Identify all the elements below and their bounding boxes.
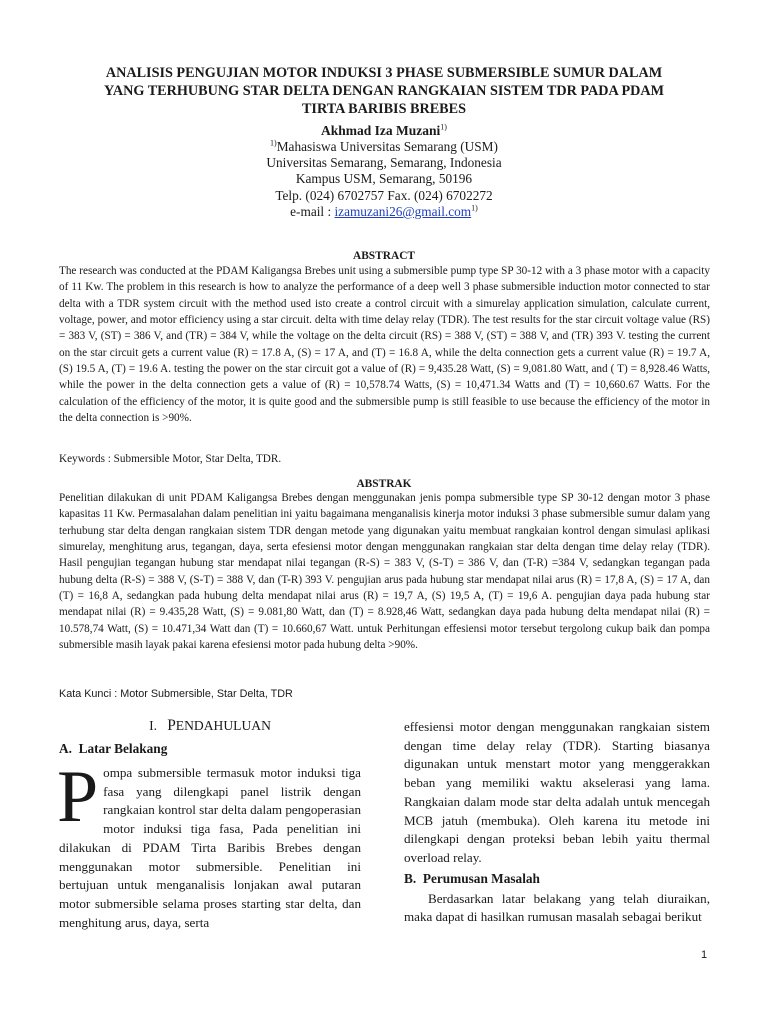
email-prefix: e-mail : bbox=[290, 203, 335, 219]
paragraph-latar-belakang bbox=[57, 756, 361, 932]
abstract-keywords: Keywords : Submersible Motor, Star Delta, TDR. bbox=[59, 453, 282, 465]
author-sup: 1) bbox=[440, 122, 447, 132]
author-name: Akhmad Iza Muzani bbox=[321, 123, 441, 138]
email-line bbox=[0, 204, 768, 220]
affiliation-line-4: Telp. (024) 6702757 Fax. (024) 6702272 bbox=[275, 187, 493, 203]
paragraph-1-text: ompa submersible termasuk motor induksi tiga fasa yang dilengkapi panel listrik dengan rangkaian kontrol star delta dalam pengoperasian motor induksi tiga fasa, Pada penelitian ini dilakukan di PDAM Tirta Baribis Brebes dengan menggunakan motor submersible. Penelitian ini bertujuan untuk menganalisis lonjakan awal putaran motor submersible selama proses starting star delta, dan menghitung arus, daya, serta bbox=[59, 765, 361, 930]
left-column bbox=[59, 716, 361, 932]
subsection-perumusan-masalah: B. Perumusan Masalah bbox=[404, 870, 540, 886]
title-line-2: YANG TERHUBUNG STAR DELTA DENGAN RANGKAIAN SISTEM TDR PADA PDAM bbox=[103, 83, 665, 99]
paragraph-1-continued: effesiensi motor dengan menggunakan rangkaian sistem dengan time delay relay (TDR). Starting biasanya digunakan untuk menstart motor yang menggerakkan beban yang memiliki waktu akselerasi yang lama. Rangkaian dalam mode star delta adalah untuk mencegah MCB jatuh (membuka). Oleh karena itu metode ini dilengkapi dengan proteksi beban lebih yaitu thermal overload relay. bbox=[404, 719, 710, 865]
section-heading-pendahuluan bbox=[59, 716, 361, 736]
right-column bbox=[404, 718, 710, 927]
affiliation-line-3: Kampus USM, Semarang, 50196 bbox=[295, 171, 473, 187]
title-line-3: TIRTA BARIBIS BREBES bbox=[301, 101, 467, 117]
abstrak-keywords: Kata Kunci : Motor Submersible, Star Delta, TDR bbox=[59, 688, 293, 700]
page-number: 1 bbox=[701, 949, 708, 961]
author-line bbox=[0, 122, 768, 140]
affiliation-line-2: Universitas Semarang, Semarang, Indonesia bbox=[266, 155, 502, 171]
paragraph-perumusan: Berdasarkan latar belakang yang telah diuraikan, maka dapat di hasilkan rumusan masalah sebagai berikut bbox=[404, 890, 710, 925]
email-link[interactable]: izamuzani26@gmail.com bbox=[334, 203, 472, 219]
abstract-text: The research was conducted at the PDAM Kaligangsa Brebes unit using a submersible pump type SP 30-12 with a 3 phase motor with a capacity of 11 Kw. The problem in this research is how to analyze the performance of a deep well 3 phase submersible induction motor connected to star delta with a TDR system circuit with the method used isto create a control circuit with a simurelay application simulation, calculate current, voltage, power, and motor efficiency using a star circuit. delta with time delay relay (TDR). The test results for the star circuit voltage value (RS) = 383 V, (ST) = 386 V, and (TR) = 384 V, while the voltage on the delta circuit (RS) = 388 V, (ST) = 388 V, and (TR) 393 V. testing the current on the star circuit gets a current value (R) = 17.8 A, (S) = 17 A, and (T) = 16.8 A, while the delta connection gets a current value (R) = 19.7 A, (S) 19.5 A, (T) = 19.6 A. testing the power on the star circuit got a value of (R) = 9,435.28 Watt, (S) = 9,081.80 Watt, and ( T) = 8,928.46 Watts, while the power in the delta connection gets a value of (R) = 10,578.74 Watts, (S) = 10,471.34 Watts and (T) = 10,660.67 Watts. For the calculation of the efficiency of the motor, it is quite good and the submersible pump is still feasible to use because the efficiency of the motor in the delta connection is >90%. bbox=[59, 265, 710, 425]
title-line-1: ANALISIS PENGUJIAN MOTOR INDUKSI 3 PHASE SUBMERSIBLE SUMUR DALAM bbox=[105, 65, 663, 81]
section-title-cap: P bbox=[167, 717, 176, 734]
affiliation-sup: 1) bbox=[270, 138, 277, 148]
subsection-latar-belakang: A. Latar Belakang bbox=[59, 741, 168, 756]
section-title-rest: ENDAHULUAN bbox=[175, 718, 271, 733]
abstrak-text: Penelitian dilakukan di unit PDAM Kaligangsa Brebes dengan menggunakan jenis pompa submersible type SP 30-12 dengan motor 3 phase kapasitas 11 Kw. Permasalahan dalam penelitian ini yaitu bagaimana menganalisis kinerja motor induksi 3 phase submersible sumur dalam yang terhubung star delta dengan rangkaian sistem TDR dengan metode yang digunakan yaitu membuat rangkaian kontrol dengan simulasi aplikasi simurelay, menghitung arus, tegangan, daya, serta efesiensi motor dengan menggunakan rangkaian star delta dengan time delay relay (TDR). Hasil pengujian tegangan hubung star mendapat nilai tegangan (R-S) = 383 V, (S-T) = 386 V, dan (T-R) =384 V, sedangkan tegangan pada hubung delta (R-S) = 388 V, (S-T) = 388 V, dan (T-R) 393 V. pengujian arus pada hubung star mendapat nilai arus (R) = 17,8 A, (S) = 17 A, dan (T) = 16,8 A, sedangkan pada hubung delta mendapat nilai arus (R) = 19,7 A, (S) 19,5 A, (T) = 19,6 A. pengujian daya pada hubung star mendapat nilai (R) = 9.435,28 Watt, (S) = 9.081,80 Watt, dan (T) = 8.928,46 Watt, sedangkan daya pada hubung delta mendapat nilai (R) = 10.578,74 Watt, (S) = 10.471,34 Watt dan (T) = 10.660,67 Watt. untuk Perhitungan effesiensi motor tersebut tergolong cukup baik dan pompa submersible masih layak pakai karena efesiensi motor pada hubung delta >90%. bbox=[59, 492, 710, 652]
abstract-heading: ABSTRACT bbox=[352, 250, 416, 262]
affiliation-line-1: Mahasiswa Universitas Semarang (USM) bbox=[276, 139, 498, 154]
paper-title bbox=[60, 64, 708, 118]
section-number: I. bbox=[149, 718, 157, 733]
drop-cap-letter: P bbox=[57, 756, 99, 838]
email-sup: 1) bbox=[471, 203, 478, 213]
abstrak-heading: ABSTRAK bbox=[356, 478, 412, 490]
affiliation-block bbox=[0, 139, 768, 220]
